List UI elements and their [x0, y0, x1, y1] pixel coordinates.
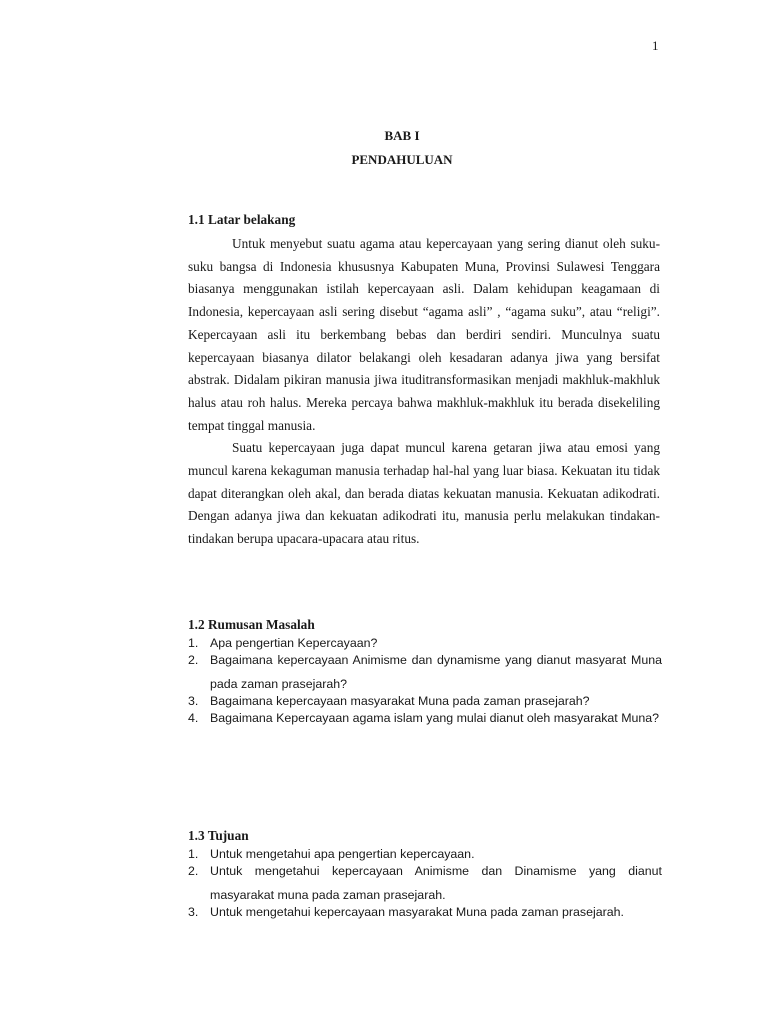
rumusan-masalah-list — [188, 631, 662, 723]
list-item-number: 3. — [188, 694, 199, 708]
paragraph: Untuk menyebut suatu agama atau kepercayaan yang sering dianut oleh suku-suku bangsa di Indonesia khususnya Kabupaten Muna, Provinsi Sulawesi Tenggara biasanya menggunakan istilah kepercayaan asli. Dalam kehidupan keagamaan di Indonesia, kepercayaan asli sering disebut “agama asli” , “agama suku”, atau “religi”. Kepercayaan asli itu berkembang bebas dan berdiri sendiri. Munculnya suatu kepercayaan biasanya dilator belakangi oleh kesadaran adanya jiwa yang bersifat abstrak. Didalam pikiran manusia jiwa ituditransformasikan menjadi makhluk-makhluk halus atau roh halus. Mereka percaya bahwa makhluk-makhluk itu berada disekeliling tempat tinggal manusia. — [188, 236, 660, 433]
list-item — [188, 706, 662, 730]
paragraph: Suatu kepercayaan juga dapat muncul karena getaran jiwa atau emosi yang muncul karena kekaguman manusia terhadap hal-hal yang luar biasa. Kekuatan itu tidak dapat diterangkan oleh akal, dan berada diatas kekuatan manusia. Kekuatan adikodrati. Dengan adanya jiwa dan kekuatan adikodrati itu, manusia perlu melakukan tindakan-tindakan berupa upacara-upacara atau ritus. — [188, 440, 660, 547]
list-item-text: Untuk mengetahui apa pengertian kepercayaan. — [210, 847, 475, 861]
list-item-text: Bagaimana kepercayaan masyarakat Muna pada zaman prasejarah? — [210, 694, 590, 708]
list-item-number: 4. — [188, 711, 199, 725]
section-heading-rumusan-masalah: 1.2 Rumusan Masalah — [188, 617, 315, 632]
list-item-number: 3. — [188, 905, 199, 919]
list-item-number: 1. — [188, 847, 199, 861]
chapter-title: PENDAHULUAN — [351, 152, 453, 167]
list-item-number: 2. — [188, 653, 199, 667]
page-number: 1 — [652, 38, 659, 53]
tujuan-list — [188, 842, 662, 917]
section-heading-tujuan: 1.3 Tujuan — [188, 828, 249, 843]
section-heading-latar-belakang: 1.1 Latar belakang — [188, 212, 296, 227]
latar-belakang-body — [188, 233, 660, 551]
list-item-number: 2. — [188, 864, 199, 878]
list-item-text: Apa pengertian Kepercayaan? — [210, 636, 378, 650]
list-item-text: Bagaimana Kepercayaan agama islam yang mulai dianut oleh masyarakat Muna? — [210, 711, 660, 725]
list-item — [188, 900, 662, 924]
list-item-text: Bagaimana kepercayaan Animisme dan dynamisme yang dianut masyarat Muna pada zaman prasejarah? — [210, 653, 662, 691]
list-item-text: Untuk mengetahui kepercayaan Animisme dan Dinamisme yang dianut masyarakat muna pada zaman prasejarah. — [210, 864, 662, 902]
list-item-text: Untuk mengetahui kepercayaan masyarakat Muna pada zaman prasejarah. — [210, 905, 624, 919]
chapter-label: BAB I — [384, 128, 420, 143]
chapter-heading — [0, 124, 768, 172]
list-item-number: 1. — [188, 636, 199, 650]
